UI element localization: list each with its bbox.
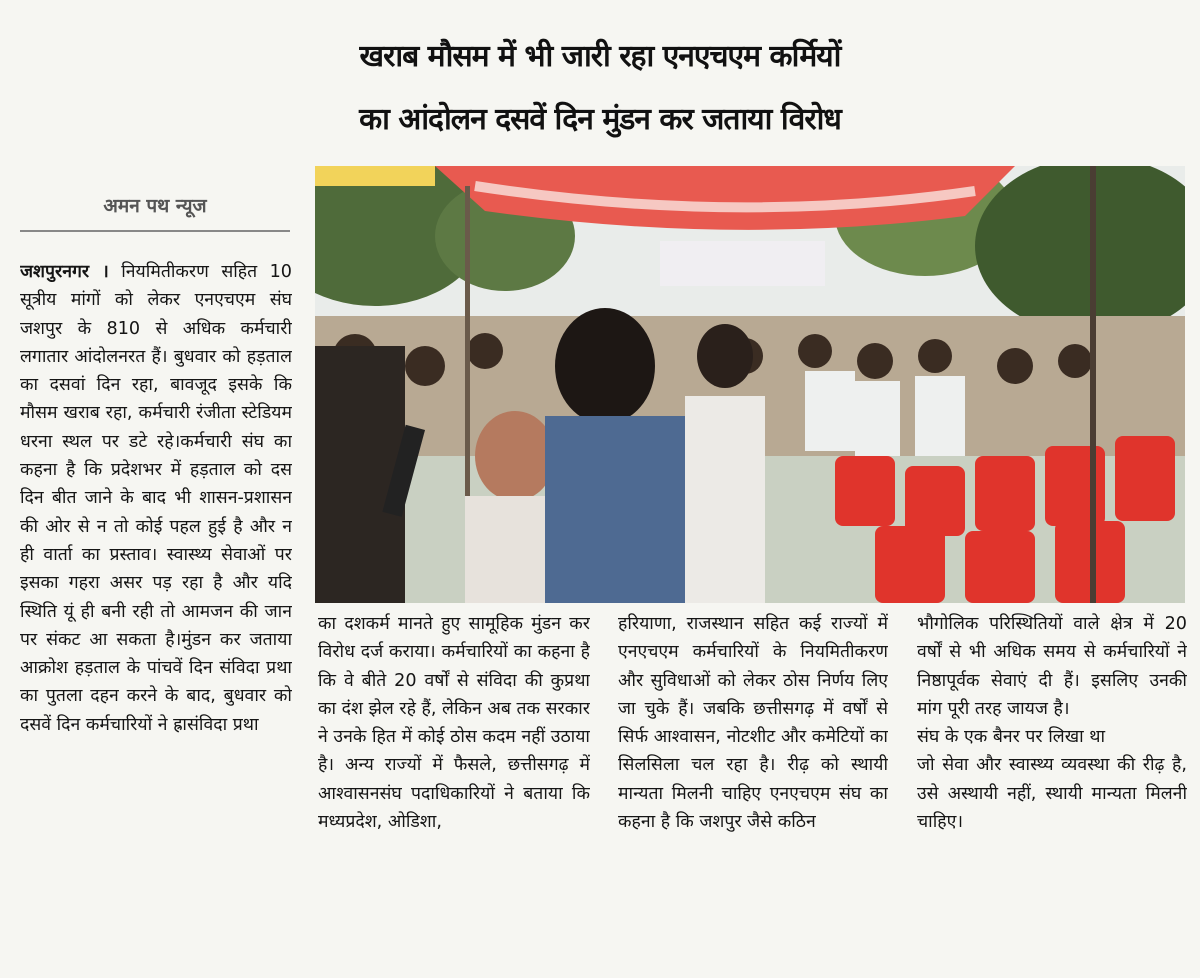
column-1-text: नियमितीकरण सहित 10 सूत्रीय मांगों को लेकर एनएचएम संघ जशपुर के 810 से अधिक कर्मचारी लगातार आंदोलनरत हैं। बुधवार को हड़ताल का दसवां दिन रहा, बावजूद इसके कि मौसम खराब रहा, कर्मचारी रंजीता स्टेडियम धरना स्थल पर डटे रहे।कर्मचारी संघ का कहना है कि प्रदेशभर में हड़ताल को दस दिन बीत जाने के बाद भी शासन-प्रशासन की ओर से न तो कोई पहल हुई है और न ही वार्ता का प्रस्ताव। स्वास्थ्य सेवाओं पर इसका गहरा असर पड़ रहा है और यदि स्थिति यूं ही बनी रही तो आमजन की जान पर संकट आ सकता है।मुंडन कर जताया आक्रोश हड़ताल के पांचवें दिन संविदा प्रथा का पुतला दहन करने के बाद, बुधवार को दसवें दिन कर्मचारियों ने ह्रासंविदा प्रथा (20, 262, 292, 735)
column-3-text: हरियाणा, राजस्थान सहित कई राज्यों में एनएचएम कर्मचारियों के नियमितीकरण और सुविधाओं को लेकर ठोस निर्णय लिए जा चुके हैं। जबकि छत्तीसगढ़ में वर्षों से सिर्फ आश्वासन, नोटशीट और कमेटियों का सिलसिला चल रहा है। रीढ़ को स्थायी मान्यता मिलनी चाहिए एनएचएम संघ का कहना है कि जशपुर जैसे कठिन (618, 614, 888, 833)
byline: अमन पथ न्यूज (103, 195, 207, 217)
headline-line-1: खराब मौसम में भी जारी रहा एनएचएम कर्मियों (359, 39, 841, 74)
column-4-paragraph-1: भौगोलिक परिस्थितियों वाले क्षेत्र में 20 वर्षों से भी अधिक समय से कर्मचारियों ने निष्ठापूर्वक सेवाएं दी हैं। इसलिए उनकी मांग पूरी तरह जायज है। (917, 614, 1187, 719)
byline-divider (20, 230, 290, 232)
column-2-text: का दशकर्म मानते हुए सामूहिक मुंडन कर विरोध दर्ज कराया। कर्मचारियों का कहना है कि वे बीते 20 वर्षों से संविदा की कुप्रथा का दंश झेल रहे हैं, लेकिन अब तक सरकार ने उनके हित में कोई ठोस कदम नहीं उठाया है। अन्य राज्यों में फैसले, छत्तीसगढ़ में आश्वासनसंघ पदाधिकारियों ने बताया कि मध्यप्रदेश, ओडिशा, (318, 614, 590, 833)
article-column-3 (618, 610, 888, 976)
protest-photo (315, 166, 1185, 603)
headline-line-2: का आंदोलन दसवें दिन मुंडन कर जताया विरोध (359, 102, 841, 137)
article-column-4 (917, 610, 1187, 976)
protest-gathering-photo-icon (315, 166, 1185, 603)
article-column-2 (318, 610, 590, 976)
dateline: जशपुरनगर । (20, 262, 109, 282)
column-4-paragraph-2: संघ के एक बैनर पर लिखा था (917, 727, 1106, 748)
column-4-quote: जो सेवा और स्वास्थ्य व्यवस्था की रीढ़ है, उसे अस्थायी नहीं, स्थायी मान्यता मिलनी चाहिए। (917, 755, 1187, 833)
article-column-1 (20, 258, 292, 974)
